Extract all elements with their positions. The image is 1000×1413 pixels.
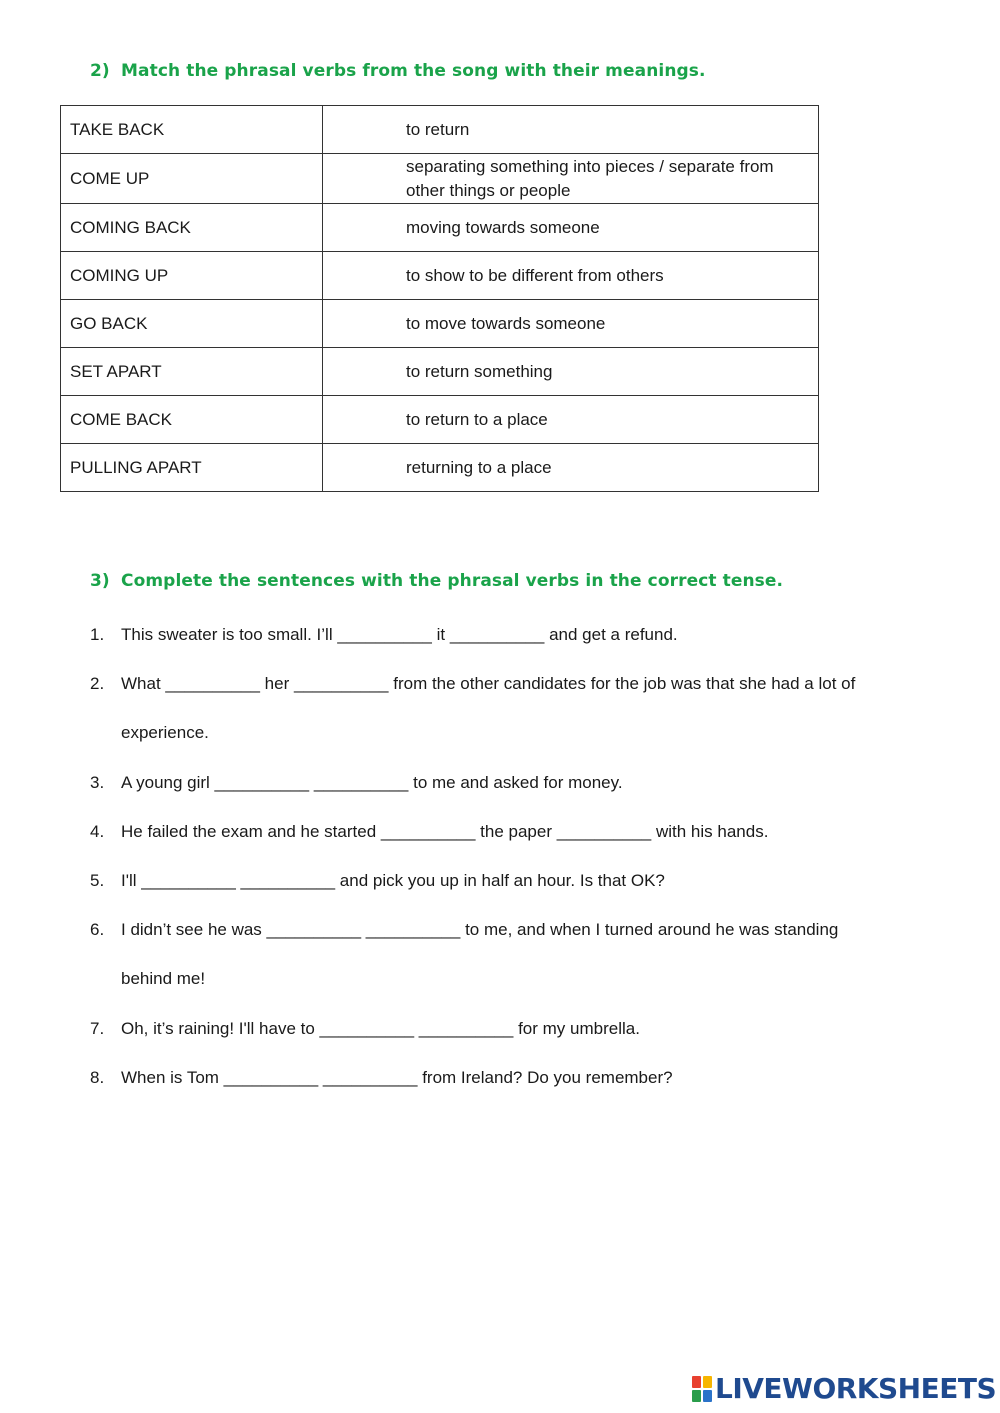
sentence-number: 3. bbox=[90, 772, 105, 792]
sentence-text: This sweater is too small. I’ll __________ it __________ and get a refund. bbox=[121, 625, 678, 644]
verb-cell: COME BACK bbox=[61, 396, 323, 444]
sentence-number: 6. bbox=[90, 920, 105, 940]
sentence-number: 5. bbox=[90, 871, 105, 891]
sentence-continuation: experience. bbox=[121, 723, 209, 743]
list-item bbox=[90, 905, 960, 1003]
verb-cell: TAKE BACK bbox=[61, 106, 323, 154]
meaning-cell: returning to a place bbox=[323, 444, 819, 492]
sentence-number: 8. bbox=[90, 1067, 105, 1087]
logo-mark-square bbox=[703, 1376, 712, 1388]
meaning-cell: to show to be different from others bbox=[323, 252, 819, 300]
exercise-3-title: Complete the sentences with the phrasal verbs in the correct tense. bbox=[121, 571, 784, 591]
verb-cell: COMING BACK bbox=[61, 204, 323, 252]
sentence-continuation: behind me! bbox=[121, 969, 206, 989]
table-row bbox=[61, 396, 819, 444]
logo-mark-square bbox=[692, 1390, 701, 1402]
sentence-text: When is Tom __________ __________ from Ireland? Do you remember? bbox=[121, 1067, 673, 1087]
logo-text: LIVEWORKSHEETS bbox=[715, 1372, 997, 1405]
table-row bbox=[61, 348, 819, 396]
sentence-text: I'll __________ __________ and pick you up in half an hour. Is that OK? bbox=[121, 871, 665, 891]
meaning-cell: to return bbox=[323, 106, 819, 154]
table-row bbox=[61, 444, 819, 492]
meaning-cell: to return to a place bbox=[323, 396, 819, 444]
meaning-cell: to return something bbox=[323, 348, 819, 396]
exercise-2-number: 2) bbox=[90, 61, 110, 81]
list-item bbox=[90, 1053, 960, 1102]
table-row bbox=[61, 154, 819, 204]
list-item bbox=[90, 659, 960, 757]
sentence-list bbox=[90, 610, 960, 1102]
verb-cell: PULLING APART bbox=[61, 444, 323, 492]
exercise-2-heading bbox=[90, 61, 706, 81]
sentence-text: He failed the exam and he started __________ the paper __________ with his hands. bbox=[121, 821, 769, 841]
exercise-3-number: 3) bbox=[90, 571, 110, 591]
liveworksheets-logo bbox=[692, 1372, 996, 1406]
sentence-text: Oh, it’s raining! I'll have to __________ __________ for my umbrella. bbox=[121, 1018, 640, 1038]
list-item bbox=[90, 856, 960, 905]
sentence-number: 2. bbox=[90, 674, 105, 694]
liveworksheets-logo-icon bbox=[692, 1376, 712, 1402]
table-row bbox=[61, 252, 819, 300]
sentence-text: I didn’t see he was __________ __________ to me, and when I turned around he was standing bbox=[121, 920, 839, 940]
verb-cell: GO BACK bbox=[61, 300, 323, 348]
list-item bbox=[90, 807, 960, 856]
table-row bbox=[61, 204, 819, 252]
sentence-number: 4. bbox=[90, 821, 105, 841]
table-row bbox=[61, 106, 819, 154]
meaning-cell: separating something into pieces / separate from other things or people bbox=[323, 154, 819, 204]
phrasal-verbs-match-table bbox=[60, 105, 819, 492]
meaning-cell: moving towards someone bbox=[323, 204, 819, 252]
list-item bbox=[90, 1004, 960, 1053]
sentence-text: What __________ her __________ from the other candidates for the job was that she had a lot of bbox=[121, 674, 856, 694]
table-row bbox=[61, 300, 819, 348]
logo-mark-square bbox=[692, 1376, 701, 1388]
sentence-number: 1. bbox=[90, 625, 105, 644]
list-item bbox=[90, 758, 960, 807]
exercise-3-heading bbox=[90, 571, 783, 591]
verb-cell: COMING UP bbox=[61, 252, 323, 300]
list-item bbox=[90, 610, 960, 659]
sentence-number: 7. bbox=[90, 1018, 105, 1038]
verb-cell: COME UP bbox=[61, 154, 323, 204]
exercise-2-title: Match the phrasal verbs from the song with their meanings. bbox=[121, 61, 706, 81]
logo-mark-square bbox=[703, 1390, 712, 1402]
verb-cell: SET APART bbox=[61, 348, 323, 396]
sentence-text: A young girl __________ __________ to me and asked for money. bbox=[121, 772, 623, 792]
meaning-cell: to move towards someone bbox=[323, 300, 819, 348]
